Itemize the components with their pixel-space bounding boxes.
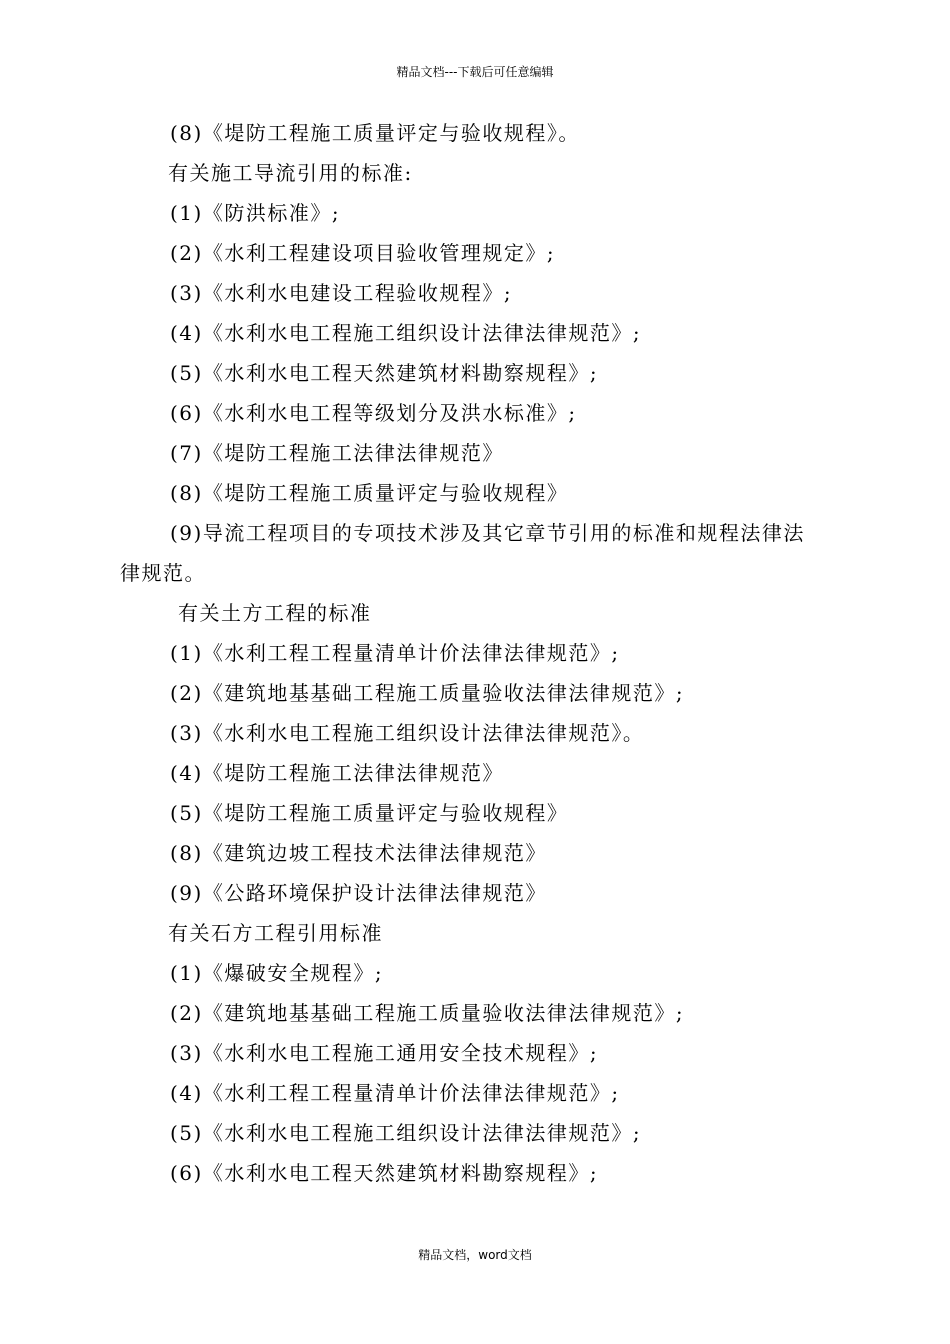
- list-item: (8)《堤防工程施工质量评定与验收规程》: [170, 481, 569, 505]
- list-item: (3)《水利水电工程施工组织设计法律法律规范》。: [170, 721, 645, 745]
- list-item: (3)《水利水电建设工程验收规程》;: [170, 281, 513, 305]
- list-item: (9)《公路环境保护设计法律法律规范》: [170, 881, 547, 905]
- list-item: (1)《水利工程工程量清单计价法律法律规范》;: [170, 641, 620, 665]
- section-heading-rockwork: 有关石方工程引用标准: [168, 921, 383, 945]
- list-item: (4)《水利水电工程施工组织设计法律法律规范》;: [170, 321, 642, 345]
- list-item-continuation: 律规范。: [120, 561, 206, 585]
- list-item: (4)《堤防工程施工法律法律规范》: [170, 761, 504, 785]
- list-item: (7)《堤防工程施工法律法律规范》: [170, 441, 504, 465]
- list-item: (2)《建筑地基基础工程施工质量验收法律法律规范》;: [170, 681, 685, 705]
- list-item: (4)《水利工程工程量清单计价法律法律规范》;: [170, 1081, 620, 1105]
- list-item: (2)《建筑地基基础工程施工质量验收法律法律规范》;: [170, 1001, 685, 1025]
- section-heading-earthwork: 有关土方工程的标准: [178, 601, 372, 625]
- document-body: [120, 113, 832, 1193]
- list-item: (6)《水利水电工程等级划分及洪水标准》;: [170, 401, 577, 425]
- section-heading-diversion: 有关施工导流引用的标准:: [168, 161, 413, 185]
- list-item: (6)《水利水电工程天然建筑材料勘察规程》;: [170, 1161, 599, 1185]
- list-item: (1)《爆破安全规程》;: [170, 961, 384, 985]
- list-item: (1)《防洪标准》;: [170, 201, 341, 225]
- list-item: (3)《水利水电工程施工通用安全技术规程》;: [170, 1041, 599, 1065]
- list-item: (9)导流工程项目的专项技术涉及其它章节引用的标准和规程法律法: [170, 521, 805, 545]
- list-item: (8)《堤防工程施工质量评定与验收规程》。: [170, 121, 580, 145]
- list-item: (5)《堤防工程施工质量评定与验收规程》: [170, 801, 569, 825]
- list-item: (8)《建筑边坡工程技术法律法律规范》: [170, 841, 547, 865]
- list-item: (5)《水利水电工程施工组织设计法律法律规范》;: [170, 1121, 642, 1145]
- page-footer: 精品文档，word文档: [418, 1248, 532, 1262]
- list-item: (2)《水利工程建设项目验收管理规定》;: [170, 241, 556, 265]
- page-header: 精品文档---下载后可任意编辑: [396, 65, 554, 79]
- list-item: (5)《水利水电工程天然建筑材料勘察规程》;: [170, 361, 599, 385]
